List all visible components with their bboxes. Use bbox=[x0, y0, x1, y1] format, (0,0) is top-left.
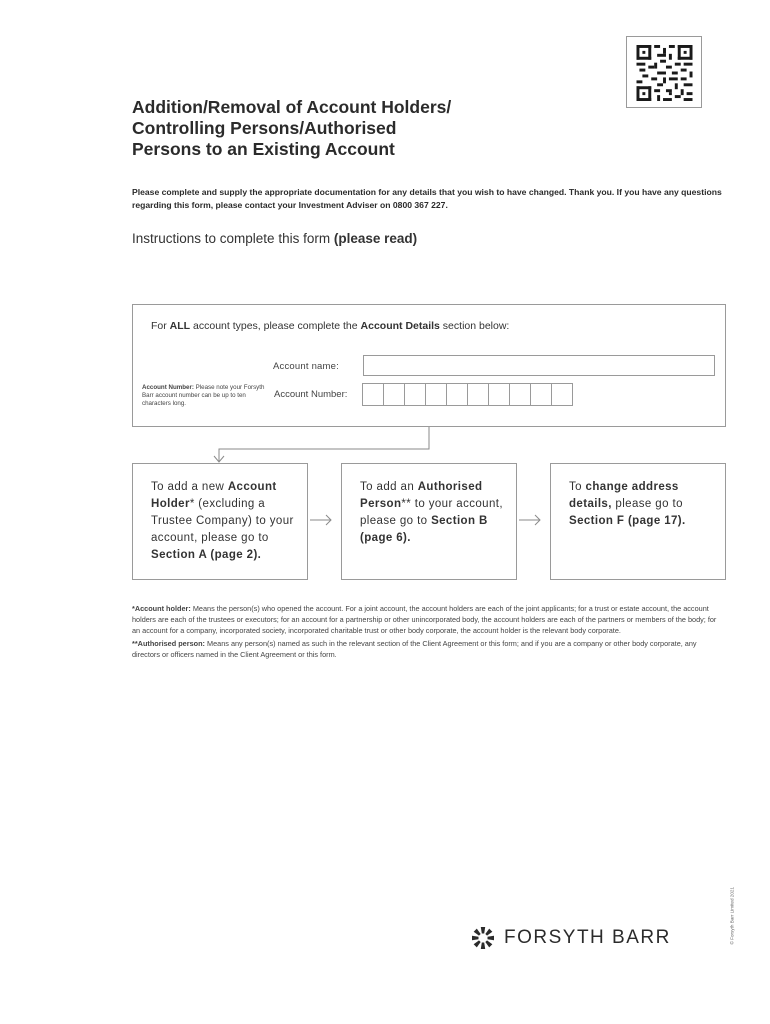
brand-name: FORSYTH BARR bbox=[504, 927, 671, 948]
instructions-heading bbox=[132, 231, 417, 246]
instructions-emphasis: (please read) bbox=[333, 231, 418, 246]
account-number-cell[interactable] bbox=[551, 383, 573, 406]
account-number-cell[interactable] bbox=[467, 383, 489, 406]
footnote-term: **Authorised person: bbox=[132, 639, 205, 648]
option-bold: Account Holder bbox=[151, 481, 277, 510]
account-details-heading bbox=[151, 320, 509, 332]
option-bold: change address details, bbox=[569, 481, 679, 510]
arrow-right-2 bbox=[519, 515, 540, 525]
option-section-link[interactable]: Section B (page 6). bbox=[360, 515, 488, 544]
heading-all: ALL bbox=[169, 320, 191, 332]
option-text: ** to your account, please go to bbox=[360, 498, 503, 527]
footnote-account-holder bbox=[132, 603, 724, 636]
connector-line bbox=[219, 427, 429, 461]
account-number-cell[interactable] bbox=[425, 383, 447, 406]
footnote-text: Means the person(s) who opened the account. For a joint account, the account holders are each of the joint applicants; for a trust or estate account, the account holders are each of the trustees or executors; for an account for a partnership or other unincorporated body, the account holders are each of the partners or members of the body; for an account for a company, incorporated society, incorporated charitable trust or other body corporate, the account holder is the relevant body corporate. bbox=[132, 604, 717, 635]
footnote-term: *Account holder: bbox=[132, 604, 191, 613]
option-section-link[interactable]: Section A (page 2). bbox=[151, 549, 262, 561]
qr-code-icon bbox=[636, 45, 693, 101]
footnotes bbox=[132, 603, 724, 662]
option-add-authorised-person bbox=[341, 463, 517, 580]
account-number-note-text: Please note your Forsyth Barr account number can be up to ten characters long. bbox=[142, 384, 265, 407]
title-line-2: Controlling Persons/Authorised bbox=[132, 118, 397, 138]
account-number-cell[interactable] bbox=[509, 383, 531, 406]
account-number-cell[interactable] bbox=[383, 383, 405, 406]
account-number-cell[interactable] bbox=[488, 383, 510, 406]
option-change-address bbox=[550, 463, 726, 580]
option-text: To add an bbox=[360, 481, 418, 493]
account-number-label: Account Number: bbox=[274, 389, 348, 400]
account-number-cell[interactable] bbox=[404, 383, 426, 406]
option-text: To add a new bbox=[151, 481, 228, 493]
brand-logo bbox=[471, 926, 671, 950]
heading-section: Account Details bbox=[360, 320, 440, 332]
qr-code bbox=[626, 36, 702, 108]
title-line-3: Persons to an Existing Account bbox=[132, 139, 395, 159]
option-bold: Authorised Person bbox=[360, 481, 483, 510]
page-title bbox=[132, 97, 552, 160]
account-number-cell[interactable] bbox=[446, 383, 468, 406]
heading-pre: For bbox=[151, 320, 170, 332]
account-number-cell[interactable] bbox=[530, 383, 552, 406]
account-name-label: Account name: bbox=[273, 361, 339, 372]
account-number-field bbox=[362, 383, 572, 406]
option-text: To bbox=[569, 481, 586, 493]
heading-post: section below: bbox=[439, 320, 510, 332]
option-add-account-holder bbox=[132, 463, 308, 580]
intro-text: Please complete and supply the appropriate documentation for any details that you wish to have changed. Thank you. If you have any questions regarding this form, please contact your Investment Adviser on 0800 367 227. bbox=[132, 187, 722, 210]
instructions-text: Instructions to complete this form bbox=[132, 231, 334, 246]
account-number-note-bold: Account Number: bbox=[142, 384, 194, 391]
copyright-notice bbox=[726, 886, 736, 950]
title-line-1: Addition/Removal of Account Holders/ bbox=[132, 97, 452, 117]
connector-arrowhead bbox=[214, 456, 224, 462]
footnote-text: Means any person(s) named as such in the relevant section of the Client Agreement or this form; and if you are a company or other body corporate, any directors or officers named in the Client Agreement or this form. bbox=[132, 639, 697, 659]
heading-mid: account types, please complete the bbox=[190, 320, 361, 332]
option-text: please go to bbox=[611, 498, 683, 510]
account-number-cell[interactable] bbox=[362, 383, 384, 406]
arrow-right-1 bbox=[310, 515, 331, 525]
account-number-note bbox=[142, 384, 272, 408]
option-text: * (excluding a Trustee Company) to your account, please go to bbox=[151, 498, 294, 544]
option-section-link[interactable]: Section F (page 17). bbox=[569, 515, 686, 527]
forsyth-barr-star-icon bbox=[471, 926, 495, 950]
copyright-text: © Forsyth Barr Limited 2021 bbox=[729, 886, 735, 945]
footnote-authorised-person bbox=[132, 638, 724, 660]
account-name-field[interactable] bbox=[363, 355, 715, 376]
